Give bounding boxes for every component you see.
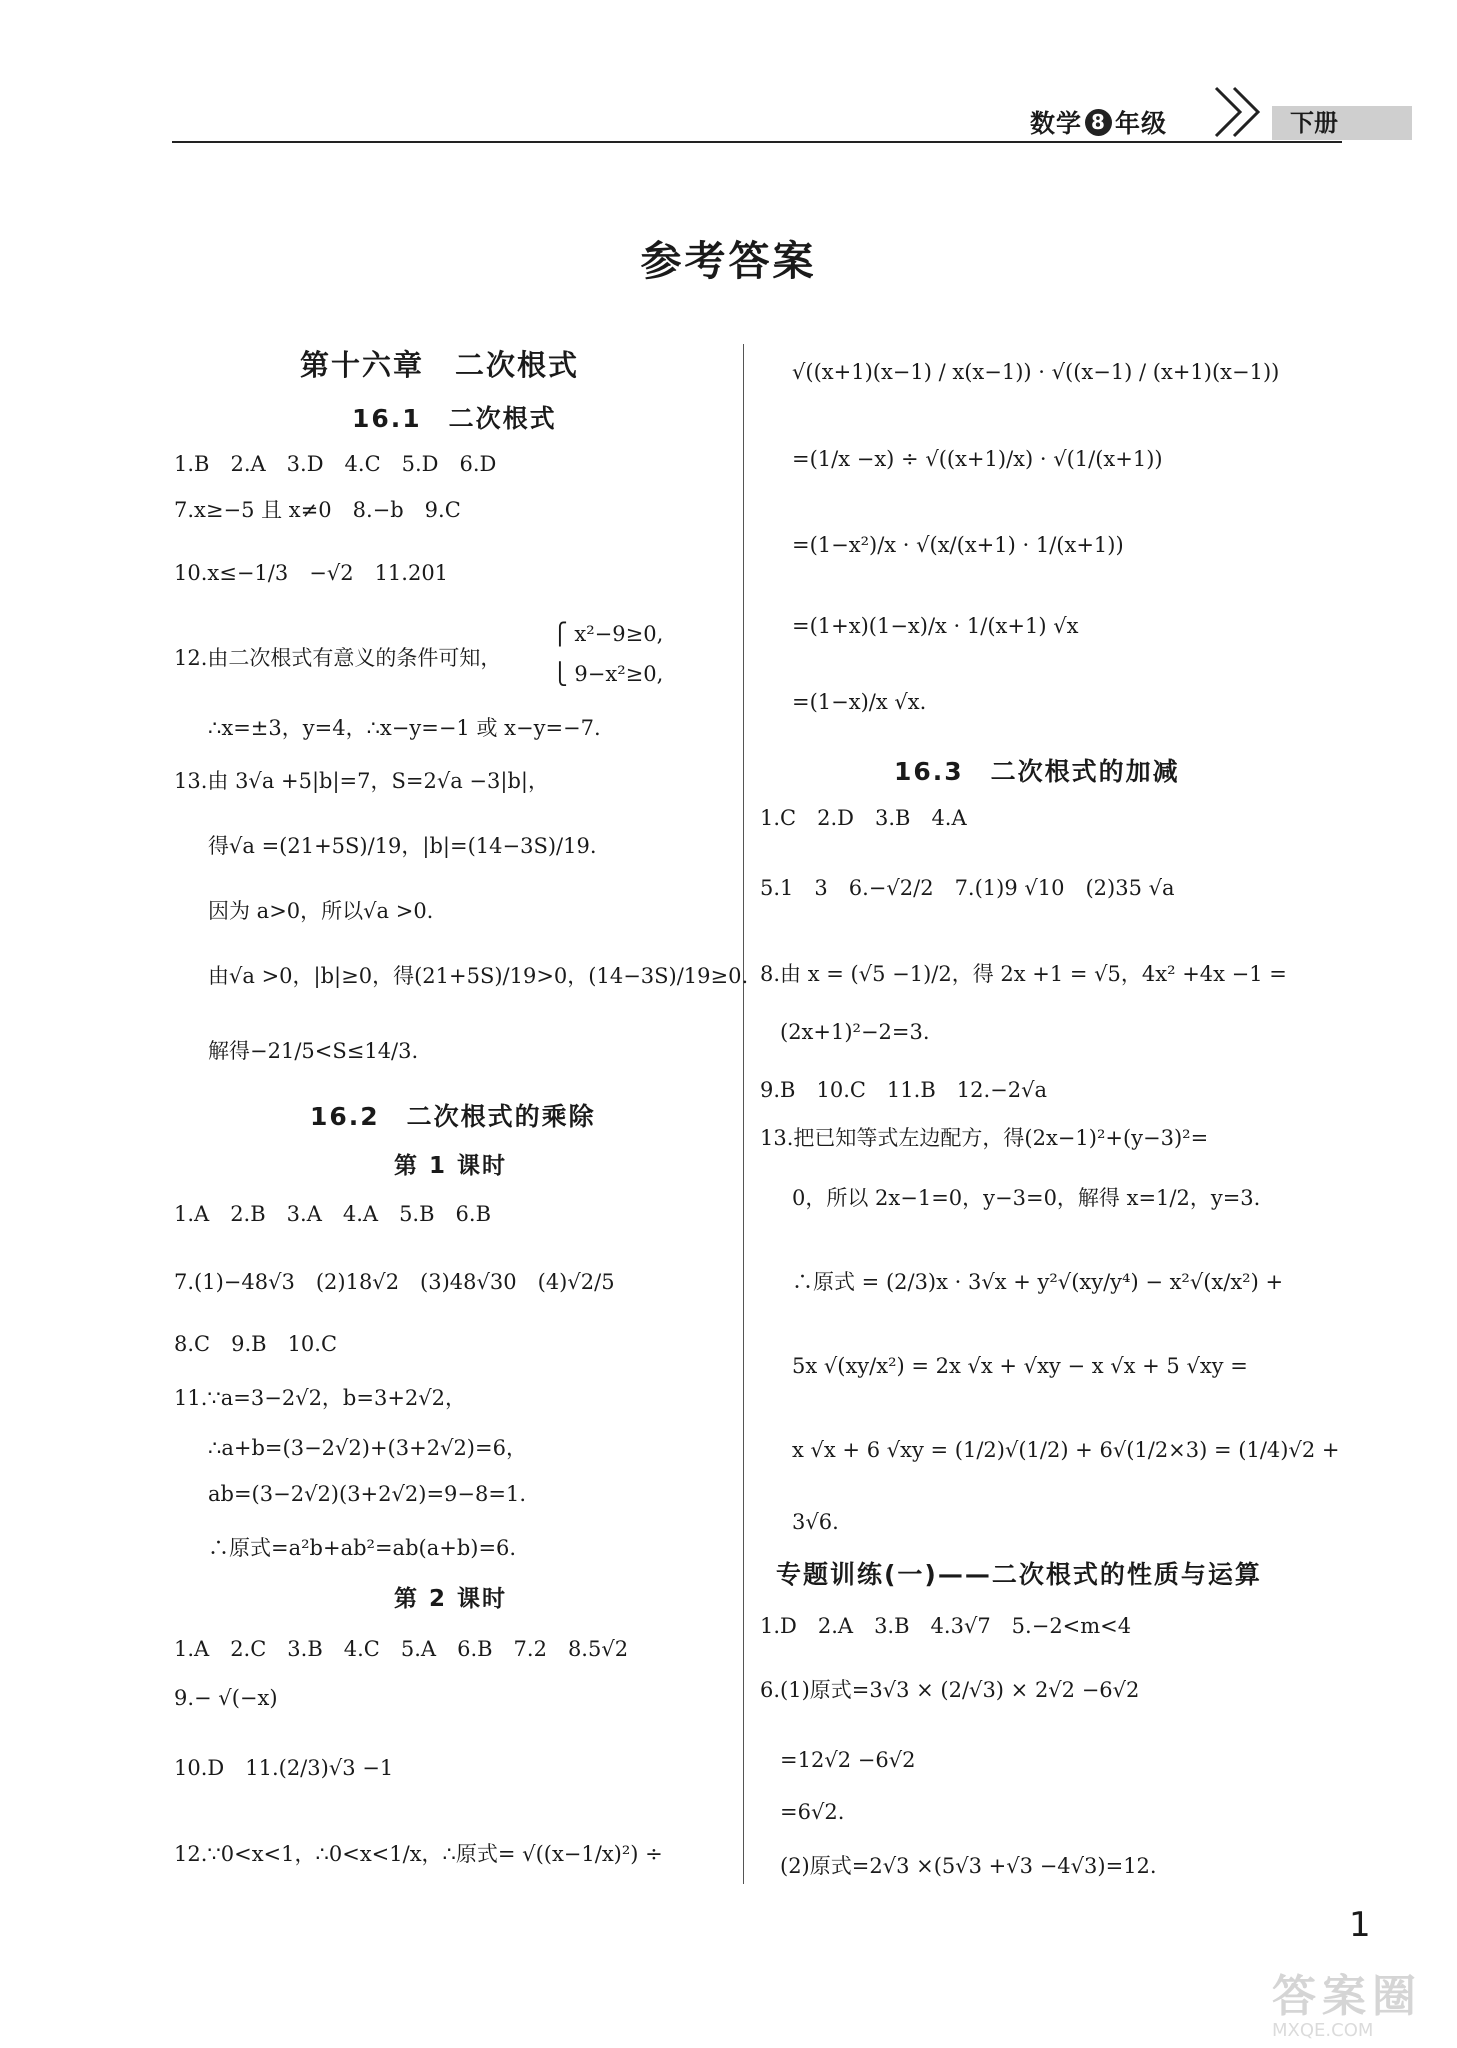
answer-line: (2x+1)²−2=3. <box>780 1020 930 1044</box>
answer-line: 1.A 2.C 3.B 4.C 5.A 6.B 7.2 8.5√2 <box>174 1637 629 1661</box>
lesson-title: 第 2 课时 <box>394 1586 508 1612</box>
answer-line: 13.把已知等式左边配方，得(2x−1)²+(y−3)²= <box>760 1126 1209 1150</box>
site-watermark <box>1272 1960 1452 2044</box>
page-title: 参考答案 <box>640 237 817 285</box>
answer-line: 解得−21/5<S≤14/3. <box>208 1039 419 1063</box>
section-title-16-1: 16.1 二次根式 <box>352 404 557 433</box>
answer-line: 13.由 3√a +5|b|=7，S=2√a −3|b|， <box>174 769 549 793</box>
answer-line: =(1+x)(1−x)/x · 1/(x+1) √x <box>792 614 1079 638</box>
answer-line: 10.D 11.(2/3)√3 −1 <box>174 1756 394 1780</box>
watermark-logo: 答案圈 <box>1272 1971 1422 2022</box>
answer-line: 5x √(xy/x²) = 2x √x + √xy − x √x + 5 √xy = <box>792 1354 1248 1378</box>
volume-tab: 下册 <box>1272 106 1412 140</box>
answer-line: ⎧ x²−9≥0, <box>552 622 664 646</box>
answer-line: 由√a >0，|b|≥0，得(21+5S)/19>0，(14−3S)/19≥0. <box>208 964 749 988</box>
answer-line: 9.B 10.C 11.B 12.−2√a <box>760 1078 1048 1102</box>
answer-line: 10.x≤−1/3 −√2 11.201 <box>174 561 449 585</box>
answer-line: 5.1 3 6.−√2/2 7.(1)9 √10 (2)35 √a <box>760 876 1175 900</box>
answer-line: ab=(3−2√2)(3+2√2)=9−8=1. <box>208 1482 526 1506</box>
chevron-icon <box>1212 84 1272 142</box>
grade-label: 年级 <box>1115 109 1168 138</box>
answer-line: 8.由 x = (√5 −1)/2，得 2x +1 = √5，4x² +4x −1 = <box>760 962 1287 986</box>
answer-line: =12√2 −6√2 <box>780 1748 916 1772</box>
lesson-title: 第 1 课时 <box>394 1153 508 1179</box>
section-title-16-2: 16.2 二次根式的乘除 <box>310 1102 596 1131</box>
answer-line: √((x+1)(x−1) / x(x−1)) · √((x−1) / (x+1)(x−1)) <box>792 360 1280 384</box>
answer-line: ∴原式=a²b+ab²=ab(a+b)=6. <box>208 1536 517 1560</box>
answer-line: 8.C 9.B 10.C <box>174 1332 338 1356</box>
answer-line: 1.A 2.B 3.A 4.A 5.B 6.B <box>174 1202 492 1226</box>
chapter-title: 第十六章 二次根式 <box>300 348 580 382</box>
watermark-url: MXQE.COM <box>1272 2020 1374 2041</box>
answer-line: ∴x=±3，y=4，∴x−y=−1 或 x−y=−7. <box>208 716 601 740</box>
answer-line: ∴原式 = (2/3)x · 3√x + y²√(xy/y⁴) − x²√(x/x²) + <box>792 1270 1284 1294</box>
answer-line: 1.B 2.A 3.D 4.C 5.D 6.D <box>174 452 497 476</box>
page-header <box>172 92 1342 144</box>
answer-line: =(1/x −x) ÷ √((x+1)/x) · √(1/(x+1)) <box>792 447 1163 471</box>
answer-line: 12.∵0<x<1，∴0<x<1/x，∴原式= √((x−1/x)²) ÷ <box>174 1842 663 1866</box>
answer-line: 0，所以 2x−1=0，y−3=0，解得 x=1/2，y=3. <box>792 1186 1261 1210</box>
answer-line: 3√6. <box>792 1510 839 1534</box>
header-rule <box>172 141 1342 143</box>
section-title-16-3: 16.3 二次根式的加减 <box>894 757 1180 786</box>
subject-label: 数学 <box>1030 109 1083 138</box>
answer-line: 11.∵a=3−2√2，b=3+2√2， <box>174 1386 467 1410</box>
answer-line: ⎩ 9−x²≥0, <box>552 662 664 686</box>
answer-line: ∴a+b=(3−2√2)+(3+2√2)=6， <box>208 1436 527 1460</box>
answer-line: 1.D 2.A 3.B 4.3√7 5.−2<m<4 <box>760 1614 1132 1638</box>
special-training-title: 专题训练(一)——二次根式的性质与运算 <box>776 1560 1262 1589</box>
answer-line: 12.由二次根式有意义的条件可知， <box>174 646 502 670</box>
subject-grade <box>1030 104 1167 140</box>
answer-line: 7.(1)−48√3 (2)18√2 (3)48√30 (4)√2/5 <box>174 1270 615 1294</box>
grade-badge: 8 <box>1085 109 1112 136</box>
answer-line: 7.x≥−5 且 x≠0 8.−b 9.C <box>174 498 461 522</box>
answer-line: 9.− √(−x) <box>174 1686 278 1710</box>
answer-line: 因为 a>0，所以√a >0. <box>208 899 434 923</box>
answer-line: 1.C 2.D 3.B 4.A <box>760 806 967 830</box>
answer-line: x √x + 6 √xy = (1/2)√(1/2) + 6√(1/2×3) = (1/4)√2 + <box>792 1438 1340 1462</box>
answer-line: =6√2. <box>780 1800 845 1824</box>
page-number: 1 <box>1349 1905 1371 1945</box>
answer-line: 得√a =(21+5S)/19，|b|=(14−3S)/19. <box>208 834 597 858</box>
column-divider <box>743 344 744 1884</box>
answer-line: (2)原式=2√3 ×(5√3 +√3 −4√3)=12. <box>780 1854 1157 1878</box>
answer-line: =(1−x²)/x · √(x/(x+1) · 1/(x+1)) <box>792 533 1124 557</box>
answer-line: 6.(1)原式=3√3 × (2/√3) × 2√2 −6√2 <box>760 1678 1140 1702</box>
answer-line: =(1−x)/x √x. <box>792 690 927 714</box>
